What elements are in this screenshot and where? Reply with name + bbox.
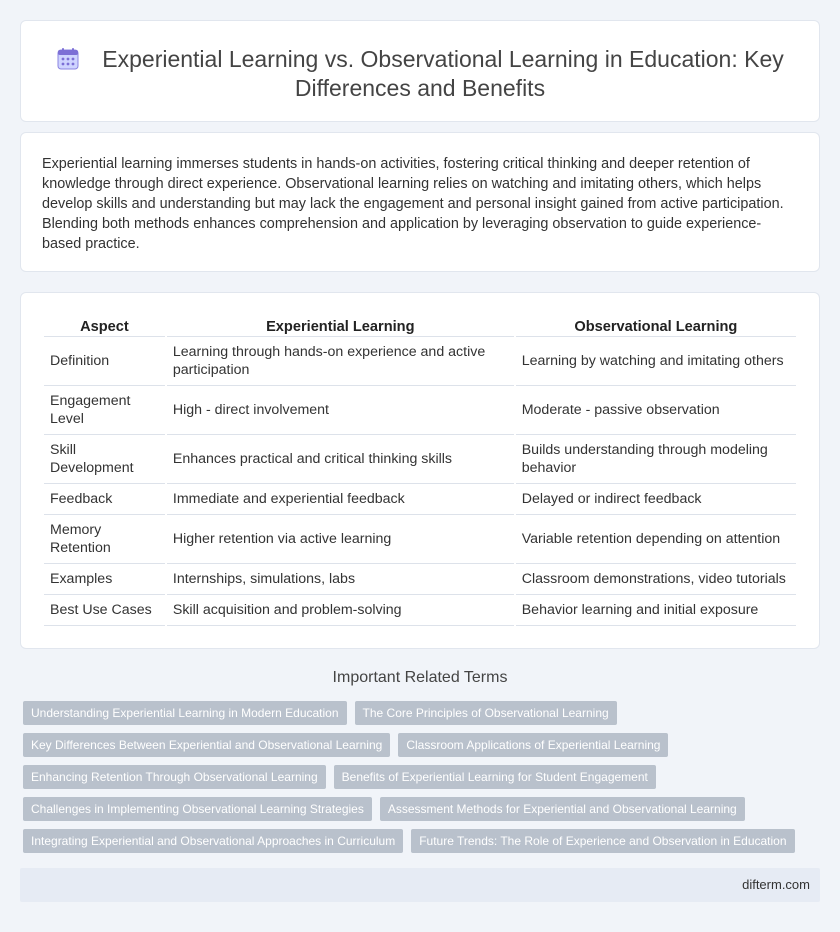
table-row [44, 564, 796, 595]
row-observational: Moderate - passive observation [516, 386, 796, 435]
title-card [20, 20, 820, 122]
table-header-row [44, 314, 796, 337]
row-experiential: Immediate and experiential feedback [167, 484, 514, 515]
tag-row [23, 829, 795, 853]
related-term-tag[interactable]: Enhancing Retention Through Observational Learning [23, 765, 326, 789]
tag-row [23, 733, 668, 757]
intro-paragraph: Experiential learning immerses students in hands-on activities, fostering critical thinking and deeper retention of knowledge through direct experience. Observational learning relies on watching and imitating others, which helps develop skills and understanding but may lack the engagement and personal insight gained from active participation. Blending both methods enhances comprehension and application by leveraging observation to guide experience-based practice. [42, 156, 784, 252]
page-title-wrap [21, 45, 819, 103]
related-term-tag[interactable]: Integrating Experiential and Observational Approaches in Curriculum [23, 829, 403, 853]
page-title: Experiential Learning vs. Observational Learning in Education: Key Differences and Benefits [102, 46, 784, 101]
tag-row [23, 797, 745, 821]
header-aspect: Aspect [44, 314, 165, 337]
header-experiential: Experiential Learning [167, 314, 514, 337]
tag-row [23, 765, 656, 789]
row-experiential: Higher retention via active learning [167, 515, 514, 564]
table-row [44, 435, 796, 484]
table-row [44, 595, 796, 626]
row-observational: Behavior learning and initial exposure [516, 595, 796, 626]
comparison-card [20, 292, 820, 649]
row-observational: Builds understanding through modeling behavior [516, 435, 796, 484]
footer-site-link[interactable]: difterm.com [742, 877, 810, 892]
table-row [44, 386, 796, 435]
related-term-tag[interactable]: Future Trends: The Role of Experience and Observation in Education [411, 829, 794, 853]
row-experiential: Enhances practical and critical thinking skills [167, 435, 514, 484]
related-term-tag[interactable]: Benefits of Experiential Learning for Student Engagement [334, 765, 656, 789]
tag-row [23, 701, 617, 725]
row-observational: Variable retention depending on attention [516, 515, 796, 564]
row-experiential: High - direct involvement [167, 386, 514, 435]
related-term-tag[interactable]: The Core Principles of Observational Learning [355, 701, 617, 725]
related-term-tag[interactable]: Challenges in Implementing Observational Learning Strategies [23, 797, 372, 821]
row-aspect: Best Use Cases [44, 595, 165, 626]
related-term-tag[interactable]: Assessment Methods for Experiential and Observational Learning [380, 797, 745, 821]
row-observational: Learning by watching and imitating others [516, 337, 796, 386]
table-row [44, 337, 796, 386]
row-experiential: Skill acquisition and problem-solving [167, 595, 514, 626]
related-term-tag[interactable]: Key Differences Between Experiential and Observational Learning [23, 733, 390, 757]
row-observational: Delayed or indirect feedback [516, 484, 796, 515]
related-term-tag[interactable]: Classroom Applications of Experiential Learning [398, 733, 668, 757]
row-observational: Classroom demonstrations, video tutorials [516, 564, 796, 595]
row-aspect: Memory Retention [44, 515, 165, 564]
comparison-table [42, 314, 798, 626]
calendar-icon [56, 47, 80, 71]
intro-card [20, 132, 820, 272]
row-aspect: Definition [44, 337, 165, 386]
table-row [44, 515, 796, 564]
row-aspect: Engagement Level [44, 386, 165, 435]
related-terms-title: Important Related Terms [332, 669, 508, 686]
table-row [44, 484, 796, 515]
footer-bar [20, 868, 820, 902]
row-experiential: Learning through hands-on experience and active participation [167, 337, 514, 386]
row-aspect: Skill Development [44, 435, 165, 484]
row-aspect: Feedback [44, 484, 165, 515]
related-term-tag[interactable]: Understanding Experiential Learning in Modern Education [23, 701, 347, 725]
header-observational: Observational Learning [516, 314, 796, 337]
row-aspect: Examples [44, 564, 165, 595]
row-experiential: Internships, simulations, labs [167, 564, 514, 595]
